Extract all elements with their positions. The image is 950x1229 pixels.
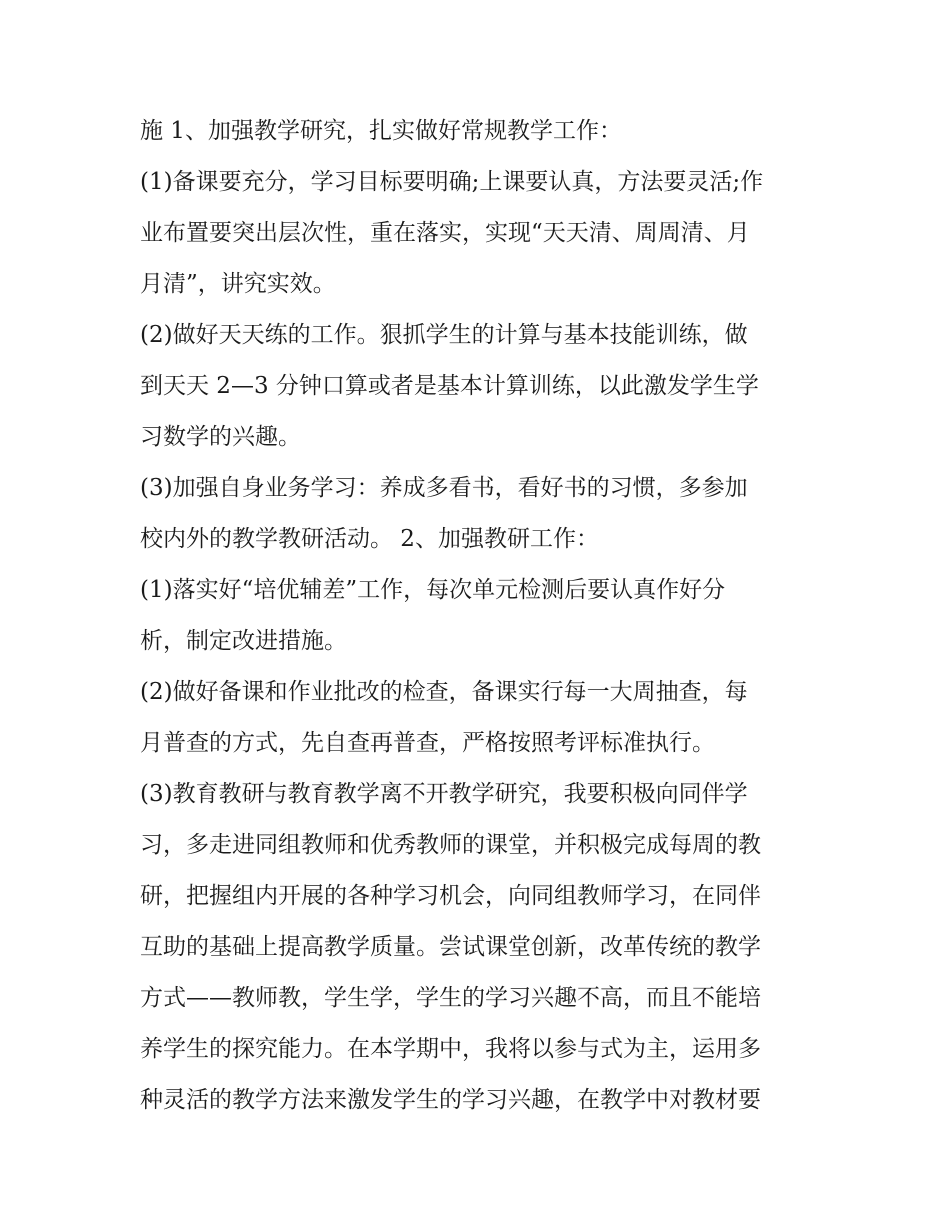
text-line: (2)做好天天练的工作。狠抓学生的计算与基本技能训练，做 <box>140 322 748 348</box>
text-line: 月清”，讲究实效。 <box>140 271 336 297</box>
text-line: (1)落实好“培优辅差”工作，每次单元检测后要认真作好分 <box>140 577 726 603</box>
text-line: 月普查的方式，先自查再普查，严格按照考评标准执行。 <box>140 730 715 756</box>
text-line: (3)加强自身业务学习：养成多看书，看好书的习惯，多参加 <box>140 475 748 501</box>
text-line: 析，制定改进措施。 <box>140 628 347 654</box>
text-line: 习数学的兴趣。 <box>140 424 301 450</box>
text-line: 习，多走进同组教师和优秀教师的课堂，并积极完成每周的教 <box>140 832 761 858</box>
text-line: 方式——教师教，学生学，学生的学习兴趣不高，而且不能培 <box>140 985 761 1011</box>
document-body <box>140 106 820 1126</box>
text-line: (3)教育教研与教育教学离不开教学研究，我要积极向同伴学 <box>140 781 748 807</box>
text-line: 种灵活的教学方法来激发学生的学习兴趣，在教学中对教材要 <box>140 1087 761 1113</box>
text-line: 校内外的教学教研活动。 2、加强教研工作： <box>140 526 599 552</box>
text-line: (1)备课要充分，学习目标要明确;上课要认真，方法要灵活;作 <box>140 169 764 195</box>
text-line: 养学生的探究能力。在本学期中，我将以参与式为主，运用多 <box>140 1036 761 1062</box>
text-line: (2)做好备课和作业批改的检查，备课实行每一大周抽查，每 <box>140 679 748 705</box>
text-line: 到天天 2—3 分钟口算或者是基本计算训练，以此激发学生学 <box>140 373 759 399</box>
text-line: 施 1、加强教学研究，扎实做好常规教学工作： <box>140 118 622 144</box>
text-line: 互助的基础上提高教学质量。尝试课堂创新，改革传统的教学 <box>140 934 761 960</box>
text-line: 业布置要突出层次性，重在落实，实现“天天清、周周清、月 <box>140 220 750 246</box>
text-line: 研，把握组内开展的各种学习机会，向同组教师学习，在同伴 <box>140 883 761 909</box>
